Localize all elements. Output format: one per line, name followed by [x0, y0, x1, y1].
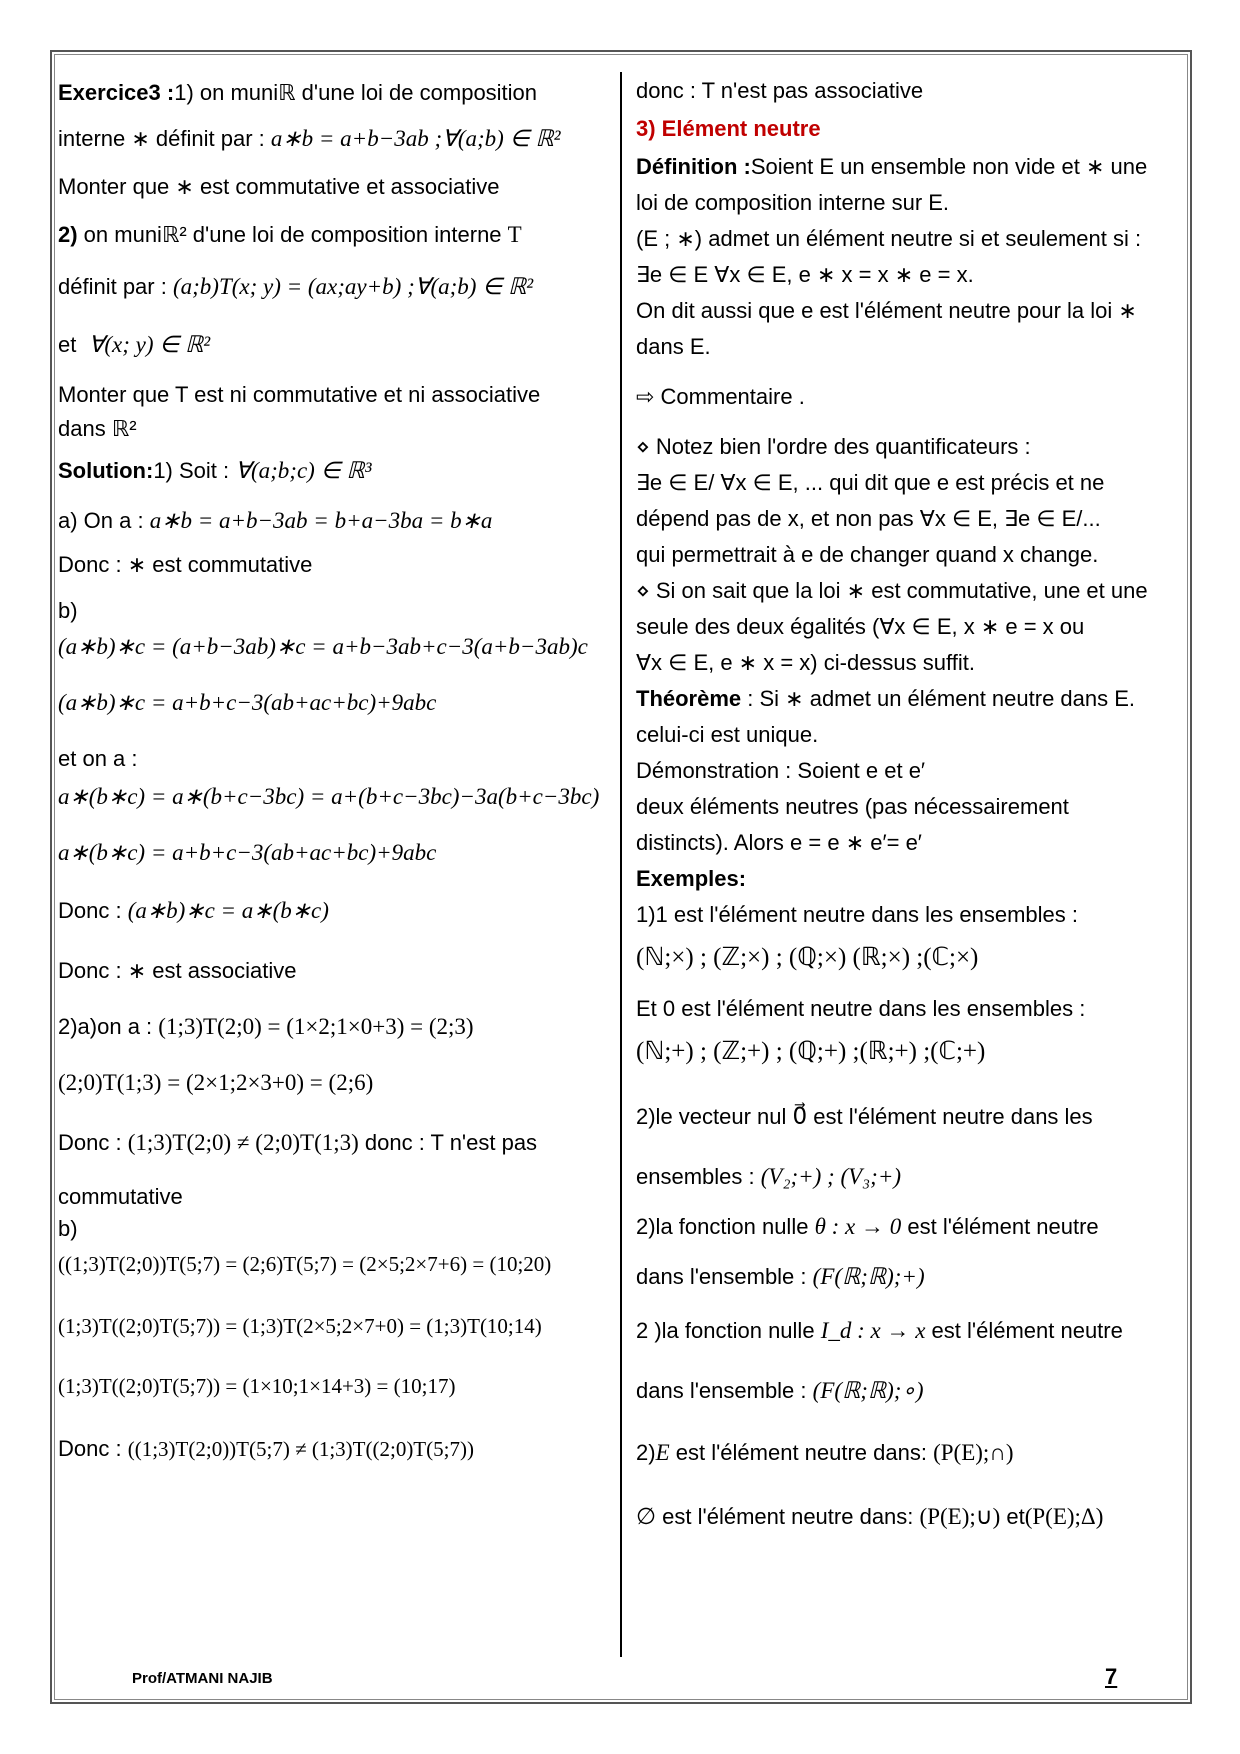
formula: (P(E);Δ) — [1024, 1504, 1104, 1529]
text: 2)la fonction nulle — [636, 1214, 809, 1239]
formula-line: (1;3)T((2;0)T(5;7)) = (1;3)T(2×5;2×7+0) = (1;3)T(10;14) — [58, 1314, 542, 1338]
text-line — [636, 1504, 1103, 1530]
text: 2)le vecteur nul — [636, 1104, 787, 1129]
text-line: Donc : ∗ est associative — [58, 958, 297, 983]
text: est l'élément neutre — [925, 1318, 1123, 1343]
text-line — [58, 1130, 537, 1156]
solution-line — [58, 458, 371, 484]
formula-line: (2;0)T(1;3) = (2×1;2×3+0) = (2;6) — [58, 1070, 374, 1095]
text: et — [58, 332, 77, 357]
text: donc : T n'est pas — [358, 1130, 538, 1155]
formula: a∗b = a+b−3ab = b+a−3ba = b∗a — [149, 508, 493, 533]
examples-heading: Exemples: — [636, 866, 747, 891]
text-line: dans E. — [636, 334, 711, 359]
text-line — [636, 1264, 925, 1290]
definition-label: Définition : — [636, 154, 751, 179]
text-line — [58, 274, 533, 300]
column-divider — [620, 72, 622, 1657]
formula-line: a∗(b∗c) = a+b+c−3(ab+ac+bc)+9abc — [58, 840, 437, 865]
text-line — [58, 1014, 474, 1040]
comment-heading: ⇨ Commentaire . — [636, 384, 805, 409]
text-line: dans ℝ² — [58, 416, 137, 441]
item-number: 2) — [58, 222, 78, 247]
text-line — [636, 1440, 1014, 1466]
text-line: qui permettrait à e de changer quand x change. — [636, 542, 1099, 567]
formula: ∅ — [636, 1504, 657, 1529]
text: a) On a : — [58, 508, 144, 533]
text-line — [636, 1214, 1099, 1240]
formula-line: (ℕ;×) ; (ℤ;×) ; (ℚ;×) (ℝ;×) ;(ℂ;×) — [636, 944, 979, 971]
text: est l'élément neutre dans: — [669, 1440, 927, 1465]
formula: 0⃗ — [792, 1104, 808, 1129]
theorem-label: Théorème — [636, 686, 742, 711]
text-line: dépend pas de x, et non pas ∀x ∈ E, ∃e ∈ E/... — [636, 506, 1101, 531]
text-line: loi de composition interne sur E. — [636, 190, 950, 215]
formula: I_d : x → x — [820, 1318, 926, 1343]
text: Soient E un ensemble non vide et ∗ une — [750, 154, 1148, 179]
text-line: Monter que T est ni commutative et ni associative — [58, 382, 541, 407]
page-number: 7 — [1105, 1664, 1118, 1689]
formula: (P(E);∩) — [933, 1440, 1014, 1465]
text: dans l'ensemble : — [636, 1378, 807, 1403]
text: est l'élément neutre — [901, 1214, 1099, 1239]
text-line: et on a : — [58, 746, 138, 771]
text-line: seule des deux égalités (∀x ∈ E, x ∗ e = x ou — [636, 614, 1085, 639]
text-line: ∃e ∈ E/ ∀x ∈ E, ... qui dit que e est précis et ne — [636, 470, 1105, 495]
formula: T — [507, 222, 522, 247]
formula: ((1;3)T(2;0))T(5;7) ≠ (1;3)T((2;0)T(5;7)) — [127, 1437, 474, 1461]
text: interne ∗ définit par : — [58, 126, 265, 151]
formula-line: (a∗b)∗c = a+b+c−3(ab+ac+bc)+9abc — [58, 690, 437, 715]
formula: E — [655, 1440, 670, 1465]
text: est l'élément neutre dans: — [656, 1504, 914, 1529]
text-line — [58, 126, 561, 152]
text-line: Démonstration : Soient e et e′ — [636, 758, 926, 783]
text-line: celui-ci est unique. — [636, 722, 819, 747]
text: est l'élément neutre dans les — [807, 1104, 1093, 1129]
formula: (F(ℝ;ℝ);+) — [812, 1264, 925, 1289]
theorem-line — [636, 686, 1135, 712]
text-line: ∀x ∈ E, e ∗ x = x) ci-dessus suffit. — [636, 650, 975, 675]
formula-line: (1;3)T((2;0)T(5;7)) = (1×10;1×14+3) = (10;17) — [58, 1374, 456, 1398]
text-line: (E ; ∗) admet un élément neutre si et seulement si : — [636, 226, 1142, 251]
text: et — [1000, 1504, 1025, 1529]
definition-line — [636, 154, 1147, 180]
text: on muniℝ² d'une loi de composition interne — [77, 222, 502, 247]
text: Donc : — [58, 1130, 122, 1155]
formula-line: a∗(b∗c) = a∗(b+c−3bc) = a+(b+c−3bc)−3a(b+c−3bc) — [58, 784, 600, 809]
section-title: 3) Elément neutre — [636, 116, 821, 141]
formula: θ : x → 0 — [814, 1214, 902, 1239]
formula: a∗b = a+b−3ab ;∀(a;b) ∈ ℝ² — [270, 126, 561, 151]
text: : Si ∗ admet un élément neutre dans E. — [741, 686, 1136, 711]
text-line: On dit aussi que e est l'élément neutre pour la loi ∗ — [636, 298, 1137, 323]
text-line — [58, 332, 210, 358]
formula-line: (a∗b)∗c = (a+b−3ab)∗c = a+b−3ab+c−3(a+b−3ab)c — [58, 634, 588, 659]
text-line: 1)1 est l'élément neutre dans les ensembles : — [636, 902, 1078, 927]
formula-line: ((1;3)T(2;0))T(5;7) = (2;6)T(5;7) = (2×5;2×7+6) = (10;20) — [58, 1252, 552, 1276]
text-line: b) — [58, 1216, 78, 1241]
text: ensembles : — [636, 1164, 755, 1189]
formula: (V₂;+) ; (V₃;+) — [760, 1164, 901, 1189]
text-line: b) — [58, 598, 78, 623]
text: Donc : — [58, 1436, 122, 1461]
formula: (1;3)T(2;0) = (1×2;1×0+3) = (2;3) — [158, 1014, 474, 1039]
text-line — [636, 1378, 924, 1404]
text-line: Donc : ∗ est commutative — [58, 552, 313, 577]
formula: ∀(x; y) ∈ ℝ² — [88, 332, 211, 357]
text-line: commutative — [58, 1184, 183, 1209]
text: définit par : — [58, 274, 167, 299]
exercise-title-line — [58, 80, 537, 106]
solution-title: Solution: — [58, 458, 154, 483]
text-line: deux éléments neutres (pas nécessairement — [636, 794, 1069, 819]
text: dans l'ensemble : — [636, 1264, 807, 1289]
formula: (a;b)T(x; y) = (ax;ay+b) ;∀(a;b) ∈ ℝ² — [172, 274, 534, 299]
exercise-title: Exercice3 : — [58, 80, 175, 105]
text-line — [58, 898, 329, 924]
text-line: 1) on muniℝ d'une loi de composition — [174, 80, 538, 105]
text: 1) Soit : — [153, 458, 230, 483]
text-line — [58, 222, 522, 248]
formula: (1;3)T(2;0) ≠ (2;0)T(1;3) — [127, 1130, 359, 1155]
text: 2)a)on a : — [58, 1014, 153, 1039]
text: 2) — [636, 1440, 656, 1465]
text: 2 )la fonction nulle — [636, 1318, 815, 1343]
text: Donc : — [58, 898, 122, 923]
text-line: ∃e ∈ E ∀x ∈ E, e ∗ x = x ∗ e = x. — [636, 262, 974, 287]
formula: ∀(a;b;c) ∈ ℝ³ — [235, 458, 372, 483]
text-line: Et 0 est l'élément neutre dans les ensembles : — [636, 996, 1086, 1021]
text-line — [636, 1318, 1123, 1344]
text-line: Monter que ∗ est commutative et associative — [58, 174, 500, 199]
text-line — [58, 1436, 474, 1462]
formula-line: (ℕ;+) ; (ℤ;+) ; (ℚ;+) ;(ℝ;+) ;(ℂ;+) — [636, 1038, 986, 1065]
text-line: ⋄ Si on sait que la loi ∗ est commutative, une et une — [636, 578, 1148, 603]
text-line — [58, 508, 492, 534]
text-line — [636, 1104, 1093, 1130]
formula: (P(E);∪) — [919, 1504, 1001, 1529]
footer-author: Prof/ATMANI NAJIB — [132, 1670, 273, 1687]
formula: (F(ℝ;ℝ);∘) — [812, 1378, 924, 1403]
formula: (a∗b)∗c = a∗(b∗c) — [127, 898, 329, 923]
text-line — [636, 1164, 901, 1190]
text-line: distincts). Alors e = e ∗ e′= e′ — [636, 830, 922, 855]
text-line: donc : T n'est pas associative — [636, 78, 924, 103]
text-line: ⋄ Notez bien l'ordre des quantificateurs : — [636, 434, 1031, 459]
